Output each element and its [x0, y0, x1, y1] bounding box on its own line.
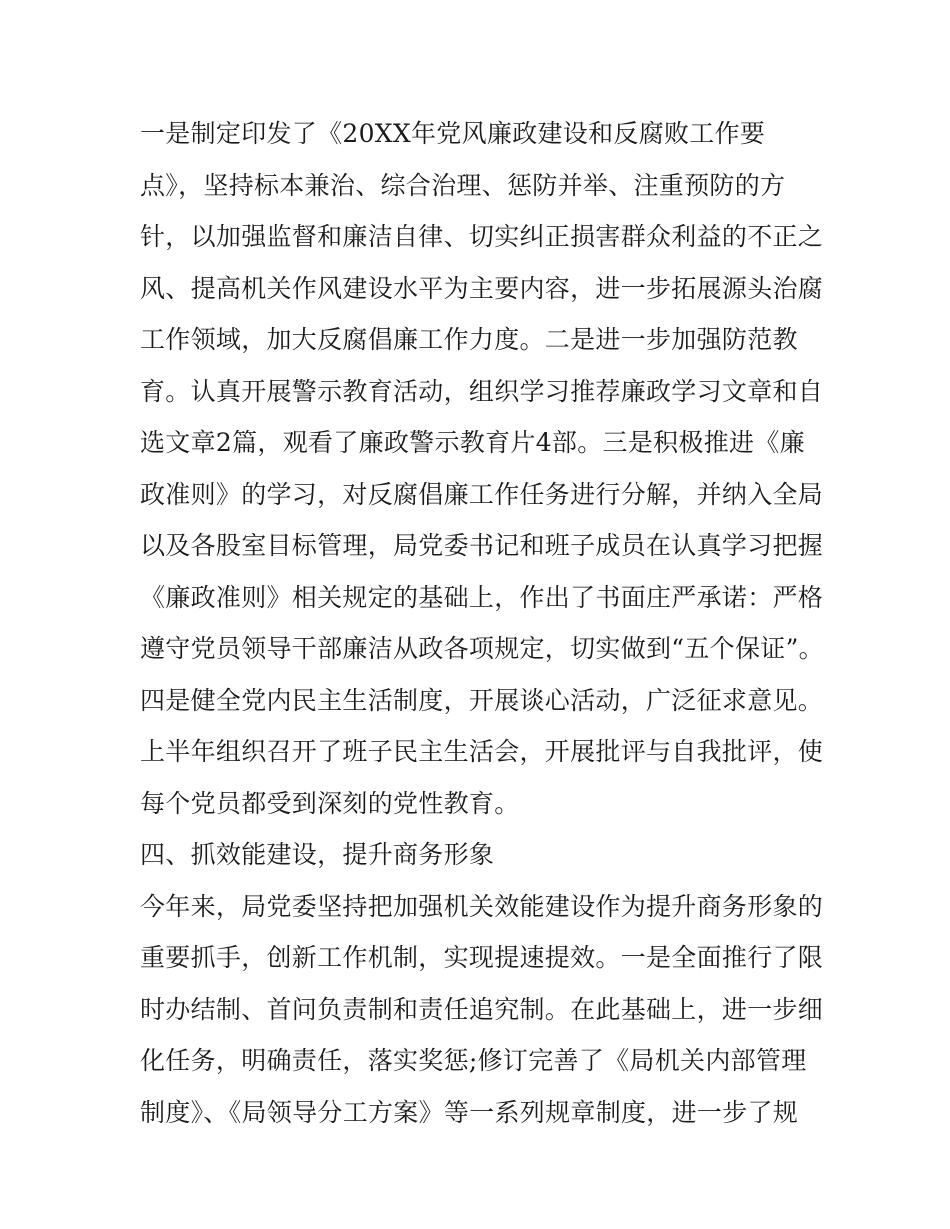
text-line: 工作领域，加大反腐倡廉工作力度。二是进一步加强防范教	[140, 325, 798, 354]
text-line: 以及各股室目标管理，局党委书记和班子成员在认真学习把握	[140, 531, 824, 560]
text-line: 一是制定印发了《20XX年党风廉政建设和反腐败工作要	[140, 119, 766, 148]
text-line: 选文章2篇，观看了廉政警示教育片4部。三是积极推进《廉	[140, 428, 805, 457]
text-line: 今年来，局党委坚持把加强机关效能建设作为提升商务形象的	[140, 891, 824, 921]
text-line: 化任务，明确责任，落实奖惩;修订完善了《局机关内部管理	[140, 1046, 807, 1075]
text-line: 针，以加强监督和廉洁自律、切实纠正损害群众利益的不正之	[140, 222, 824, 251]
text-line: 制度》、《局领导分工方案》等一系列规章制度，进一步了规	[140, 1097, 799, 1127]
text-line: 重要抓手，创新工作机制，实现提速提效。一是全面推行了限	[140, 943, 824, 972]
text-line: 《廉政准则》相关规定的基础上，作出了书面庄严承诺：严格	[140, 582, 824, 612]
text-line: 上半年组织召开了班子民主生活会，开展批评与自我批评，使	[140, 737, 824, 766]
text-line: 风、提高机关作风建设水平为主要内容，进一步拓展源头治腐	[140, 273, 824, 303]
body-text	[140, 108, 824, 1138]
text-line: 点》，坚持标本兼治、综合治理、惩防并举、注重预防的方	[140, 170, 786, 200]
text-line: 育。认真开展警示教育活动，组织学习推荐廉政学习文章和自	[140, 376, 824, 406]
text-line: 时办结制、首问负责制和责任追究制。在此基础上，进一步细	[140, 994, 824, 1024]
section-heading: 四、抓效能建设，提升商务形象	[140, 840, 495, 869]
text-line: 每个党员都受到深刻的党性教育。	[140, 788, 520, 818]
text-line: 遵守党员领导干部廉洁从政各项规定，切实做到“五个保证”。	[140, 634, 824, 663]
text-line: 四是健全党内民主生活制度，开展谈心活动，广泛征求意见。	[140, 685, 824, 715]
text-line: 政准则》的学习，对反腐倡廉工作任务进行分解，并纳入全局	[140, 479, 824, 509]
